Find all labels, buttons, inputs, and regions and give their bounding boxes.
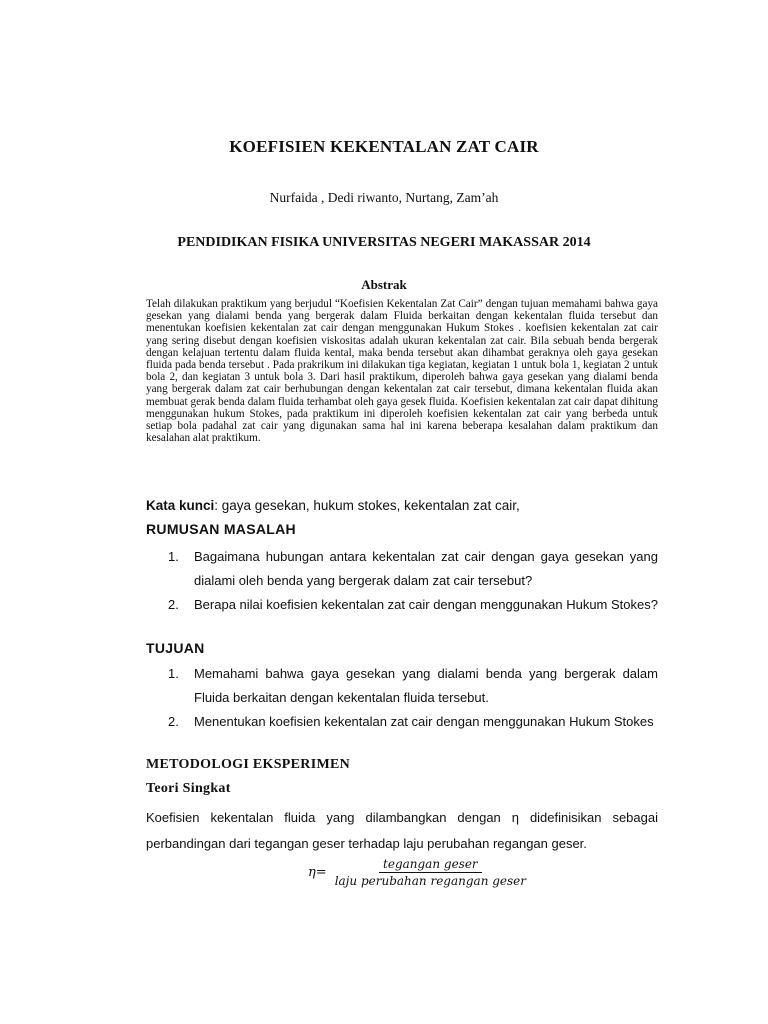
list-item-text: Memahami bahwa gaya gesekan yang dialami benda yang bergerak dalam Fluida berkaitan dengan kekentalan fluida tersebut. [194, 666, 658, 705]
rumusan-list [168, 545, 658, 617]
keywords [146, 498, 520, 513]
list-item-text: Bagaimana hubungan antara kekentalan zat cair dengan gaya gesekan yang dialami oleh benda yang bergerak dalam zat cair tersebut? [194, 549, 658, 588]
keywords-label: Kata kunci [146, 498, 215, 513]
abstract-text: Telah dilakukan praktikum yang berjudul “Koefisien Kekentalan Zat Cair” dengan tujuan memahami bahwa gaya gesekan yang dialami benda yang bergerak dalam Fluida berkaitan dengan kekentalan fluida tersebut dan menentukan koefisien kekentalan zat cair dengan menggunakan Hukum Stokes . koefisien kekentalan zat cair yang sering disebut dengan koefisien viskositas adalah ukuran kekentalan zat cair. Bila sebuah benda bergerak dengan kelajuan tertentu dalam fluida kental, maka benda tersebut akan dihambat geraknya oleh gaya gesekan fluida pada benda tersebut . Pada prakrikum ini dilakukan tiga kegiatan, kegiatan 1 untuk bola 1, kegiatan 2 untuk bola 2, dan kegiatan 3 untuk bola 3. Dari hasil praktikum, diperoleh bahwa gaya gesekan yang dialami benda yang bergerak dalam zat cair berhubungan dengan kekentalan zat cair tersebut, dimana kekentalan fluida akan membuat gerak benda dalam fluida terhambat oleh gaya gesek fluida. Koefisien kekentalan zat cair dapat dihitung menggunakan hukum Stokes, pada praktikum ini diperoleh koefisien kekentalan zat cair yang berbeda untuk setiap bola padahal zat cair yang digunakan sama hal ini karena beberapa kesalahan dalam praktikum dan kesalahan alat praktikum. [146, 298, 658, 445]
list-item-number: 1. [168, 549, 179, 564]
viscosity-formula [308, 857, 530, 888]
list-item [168, 545, 658, 593]
tujuan-list [168, 662, 658, 734]
abstract-heading: Abstrak [361, 277, 407, 292]
list-item-number: 1. [168, 666, 179, 681]
author-list: Nurfaida , Dedi riwanto, Nurtang, Zam’ah [269, 190, 499, 205]
section-heading-tujuan: TUJUAN [146, 640, 205, 656]
formula-fraction [331, 857, 530, 888]
list-item-text: Berapa nilai koefisien kekentalan zat cair dengan menggunakan Hukum Stokes? [194, 597, 658, 612]
affiliation: PENDIDIKAN FISIKA UNIVERSITAS NEGERI MAKASSAR 2014 [177, 235, 591, 250]
list-item [168, 593, 658, 617]
section-heading-rumusan: RUMUSAN MASALAH [146, 521, 296, 537]
paper-title: KOEFISIEN KEKENTALAN ZAT CAIR [229, 137, 539, 156]
section-heading-metodologi: METODOLOGI EKSPERIMEN [146, 757, 351, 772]
formula-numerator: tegangan geser [379, 857, 482, 873]
formula-lhs: η= [308, 865, 327, 880]
list-item [168, 662, 658, 710]
teori-paragraph: Koefisien kekentalan fluida yang dilambangkan dengan η didefinisikan sebagai perbandingan dari tegangan geser terhadap laju perubahan regangan geser. [146, 810, 658, 851]
subsection-heading-teori: Teori Singkat [146, 781, 231, 796]
list-item [168, 710, 658, 734]
list-item-number: 2. [168, 597, 179, 612]
keywords-text: : gaya gesekan, hukum stokes, kekentalan zat cair, [214, 498, 520, 513]
list-item-text: Menentukan koefisien kekentalan zat cair dengan menggunakan Hukum Stokes [194, 714, 654, 729]
formula-denominator: laju perubahan regangan geser [334, 874, 527, 888]
list-item-number: 2. [168, 714, 179, 729]
